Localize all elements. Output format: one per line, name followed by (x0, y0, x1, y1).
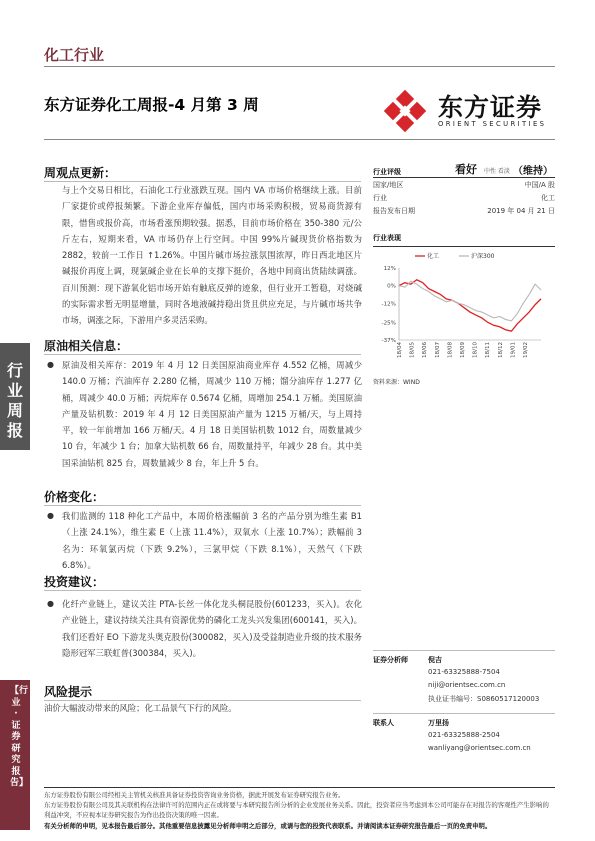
industry-value: 化工 (541, 194, 555, 202)
price-divider (44, 505, 361, 506)
y-tick-label: -25% (381, 320, 396, 327)
rating-divider (373, 177, 555, 178)
report-category-sidebar (0, 680, 30, 830)
analyst-divider (373, 650, 555, 651)
invest-bullet: ● (47, 599, 54, 608)
contact-name: 万里扬 (428, 719, 449, 727)
report-category-label: 【行业·证券研究报告】 (10, 686, 29, 788)
legend-label: 化工 (427, 253, 440, 260)
chart-source: 资料来源：WIND (373, 379, 420, 386)
footer-disclaimer (44, 790, 555, 831)
contact-role: 联系人 (373, 719, 394, 727)
weekly-heading: 周观点更新： (44, 166, 117, 180)
region-key: 国家/地区 (373, 181, 404, 189)
x-tick-label: 18/10 (472, 341, 479, 358)
footer-divider (44, 787, 555, 788)
header-divider (44, 66, 555, 67)
y-tick-label: 12% (383, 266, 396, 272)
analyst-name: 倪吉 (428, 656, 442, 664)
price-paragraph: 我们监测的 118 种化工产品中，本周价格涨幅前 3 名的产品分别为维生素 B1（上涨 24.1%），维生素 E（上涨 11.4%），双氧水（上涨 10.7%）；跌幅前 3 名为：环氧氯丙烷（下跌 9.2%），三氯甲烷（下跌 8.1%），天然气（下跌 6.8%）。 (62, 511, 362, 570)
footer-line-1: 东方证券股份有限公司经相关主管机关核准具备证券投资咨询业务资格，据此开展发布证券研究报告业务。 (44, 791, 345, 799)
performance-heading: 行业表现 (373, 234, 401, 242)
y-tick-label: 0% (387, 283, 396, 290)
contact-email[interactable]: wanliyang@orientsec.com.cn (428, 744, 531, 752)
x-tick-label: 18/11 (485, 341, 492, 358)
x-tick-label: 18/06 (422, 341, 429, 358)
price-heading: 价格变化： (44, 490, 105, 504)
analyst-phone: 021-63325888-7504 (428, 668, 500, 676)
footer-line-3: 有关分析师的申明，见本报告最后部分。其他重要信息披露见分析师申明之后部分，或请与您的投资代表联系。并请阅读本证券研究报告最后一页的免责申明。 (44, 821, 492, 830)
rating-alternatives: 中性 看淡 (484, 168, 510, 175)
footer-line-2: 东方证券股份有限公司及其关联机构在法律许可的范围内正在或将要与本研究报告所分析的企业发展业务关系。因此，投资者应当考虑到本公司可能存在对报告的客观性产生影响的利益冲突，不应视本证券研究报告为作出投资决策的唯一因素。 (44, 801, 549, 820)
rating-label: 行业评级 (373, 168, 401, 176)
report-type-label: 行业周报 (6, 361, 23, 440)
sector-label: 化工行业 (44, 46, 105, 64)
contact-phone: 021-63325888-2504 (428, 731, 500, 739)
date-value: 2019 年 04 月 21 日 (487, 207, 555, 215)
region-value: 中国/A 股 (524, 181, 555, 189)
rating-status: （维持） (513, 166, 553, 177)
orient-logo-icon (380, 86, 430, 136)
invest-heading: 投资建议： (44, 575, 105, 589)
analyst-role: 证券分析师 (373, 656, 408, 664)
analyst-certificate: 执业证书编号：S0860517120003 (428, 695, 540, 703)
x-tick-label: 18/05 (409, 341, 416, 358)
report-title: 东方证券化工周报-4 月第 3 周 (44, 96, 259, 114)
performance-divider (373, 246, 555, 247)
title-divider (44, 139, 555, 140)
x-tick-label: 18/12 (497, 341, 504, 358)
series-line (399, 281, 541, 321)
crude-divider (44, 354, 361, 355)
risk-heading: 风险提示 (44, 685, 93, 699)
x-tick-label: 18/04 (397, 341, 403, 358)
price-bullet: ● (47, 511, 54, 520)
y-tick-label: -37% (381, 338, 396, 344)
x-tick-label: 18/07 (434, 341, 441, 358)
date-key: 报告发布日期 (373, 207, 415, 215)
industry-key: 行业 (373, 194, 387, 202)
legend-label: 沪深300 (471, 253, 495, 260)
logo-wordmark: 东方证券 (438, 93, 543, 122)
rating-value: 看好 (455, 163, 477, 176)
x-tick-label: 18/08 (447, 341, 454, 358)
invest-divider (44, 590, 361, 591)
weekly-paragraph: 与上个交易日相比，石油化工行业涨跌互现。国内 VA 市场价格继续上涨。目前厂家捷价或停报频繁。下游企业库存偏低，国内市场采购积极，贸易商货源有限，惜售或报价高，市场看涨预期较强。据悉，目前市场价格在 350-380 元/公斤左右，短期来看，VA 市场仍存上行空间。中国 99%片碱现货价格指数为 2882，较前一工作日 ↑1.26%。中国片碱市场拉涨氛围浓厚，昨日西北地区片碱报价再度上调，现氯碱企业在长单的支撑下挺价，各地中间商出货陆续调涨。百川预测：现下游氧化铝市场开始有触底反弹的迹象，但行业开工暂稳，对烧碱的实际需求暂无明显增量，同时各地液碱持稳出货且供应充足，与片碱市场共争市场，调涨之际，下游用户多灵活采购。 (62, 185, 362, 326)
x-tick-label: 19/02 (523, 341, 529, 358)
analyst-email[interactable]: niji@orientsec.com.cn (428, 681, 506, 689)
report-type-sidebar (0, 343, 30, 450)
logo-subtitle: ORIENT SECURITIES (438, 120, 547, 128)
invest-paragraph: 化纤产业链上，建议关注 PTA-长丝一体化龙头桐昆股份(601233，买入)。农化产业链上，建议持续关注具有资源优势的磷化工龙头兴发集团(600141，买入)。我们还看好 EO 下游龙头奥克股份(300082，买入)及受益制造业升级的技术服务隐形冠军三联虹普(300384，买入)。 (62, 599, 362, 658)
x-tick-label: 19/01 (510, 341, 517, 358)
crude-bullet: ● (47, 360, 54, 369)
x-tick-label: 18/09 (460, 341, 466, 358)
contact-divider (373, 713, 555, 714)
crude-heading: 原油相关信息： (44, 339, 129, 353)
crude-paragraph: 原油及相关库存：2019 年 4 月 12 日美国原油商业库存 4.552 亿桶，周减少 140.0 万桶；汽油库存 2.280 亿桶，周减少 110 万桶；馏分油库存 1.277 亿桶，周减少 40.0 万桶；丙烷库存 0.5674 亿桶，周增加 254.1 万桶。美国原油产量及钻机数：2019 年 4 月 12 日美国原油产量为 1215 万桶/天，与上周持平，较一年前增加 166 万桶/天。4 月 18 日美国钻机数 1012 台，周数量减少 10 台，年减少 1 台；加拿大钻机数 66 台，周数量持平，年减少 28 台。其中美国采油钻机 825 台，周数量减少 8 台，年上升 5 台。 (62, 360, 362, 468)
risk-paragraph: 油价大幅波动带来的风险；化工品景气下行的风险。 (44, 703, 237, 713)
y-tick-label: -12% (381, 301, 396, 308)
performance-chart (373, 248, 555, 374)
